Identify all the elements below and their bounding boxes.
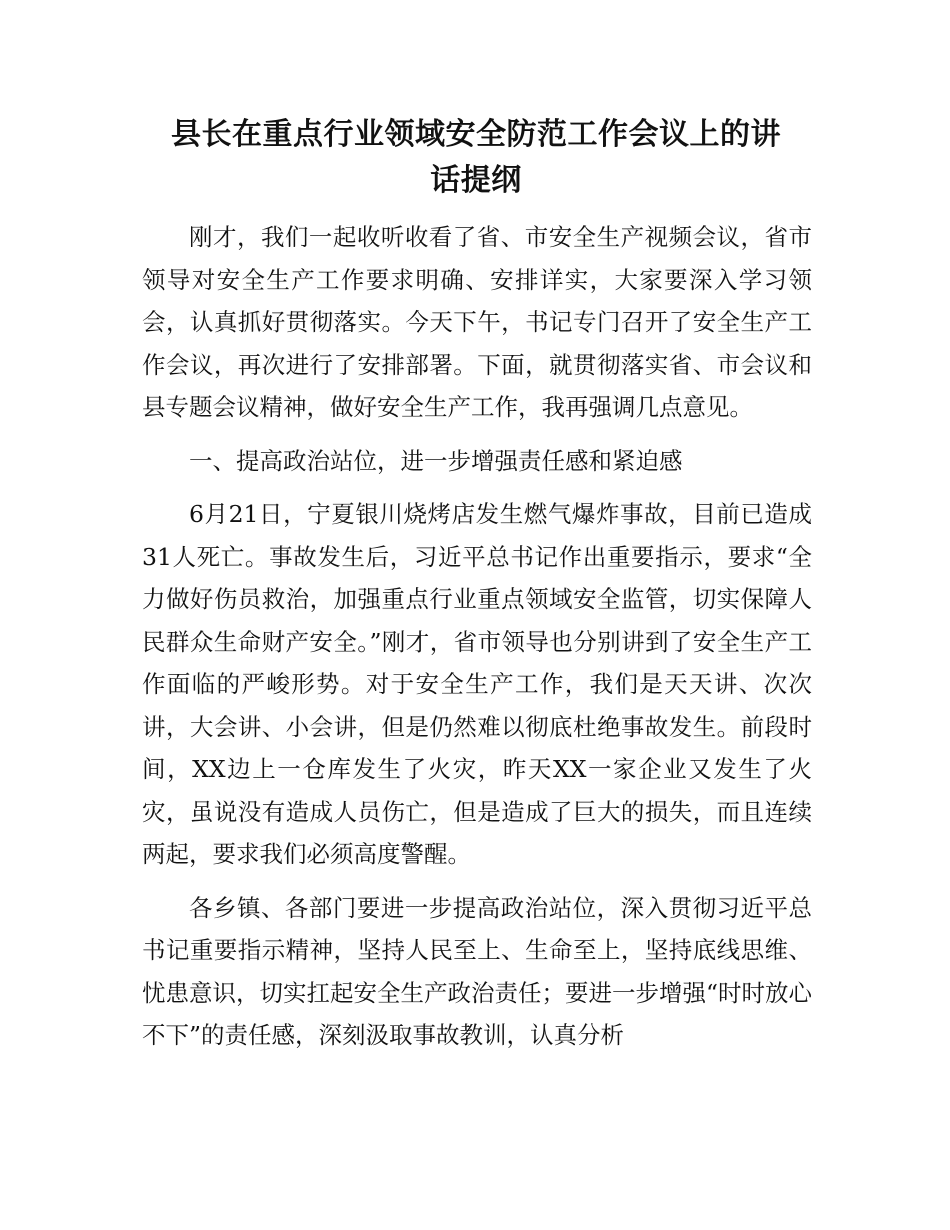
document-title (140, 112, 812, 204)
paragraph-opening: 刚才，我们一起收听收看了省、市安全生产视频会议，省市领导对安全生产工作要求明确、安排详实，大家要深入学习领会，认真抓好贯彻落实。今天下午，书记专门召开了安全生产工作会议，再次进行了安排部署。下面，就贯彻落实省、市会议和县专题会议精神，做好安全生产工作，我再强调几点意见。 (142, 223, 812, 421)
section-heading-1: 一、提高政治站位，进一步增强责任感和紧迫感 (189, 446, 683, 475)
title-line-2: 话提纲 (430, 163, 522, 198)
document-body (142, 216, 812, 1068)
paragraph-incident: 6月21日，宁夏银川烧烤店发生燃气爆炸事故，目前已造成31人死亡。事故发生后，习近平总书记作出重要指示，要求“全力做好伤员救治，加强重点行业重点领域安全监管，切实保障人民群众生命财产安全。”刚才，省市领导也分别讲到了安全生产工作面临的严峻形势。对于安全生产工作，我们是天天讲、次次讲，大会讲、小会讲，但是仍然难以彻底杜绝事故发生。前段时间，XX边上一仓库发生了火灾，昨天XX一家企业又发生了火灾，虽说没有造成人员伤亡，但是造成了巨大的损失，而且连续两起，要求我们必须高度警醒。 (142, 500, 812, 868)
paragraph-requirements: 各乡镇、各部门要进一步提高政治站位，深入贯彻习近平总书记重要指示精神，坚持人民至上、生命至上，坚持底线思维、忧患意识，切实扛起安全生产政治责任；要进一步增强“时时放心不下”的责任感，深刻汲取事故教训，认真分析 (142, 893, 813, 1049)
title-line-1: 县长在重点行业领域安全防范工作会议上的讲 (171, 117, 781, 152)
